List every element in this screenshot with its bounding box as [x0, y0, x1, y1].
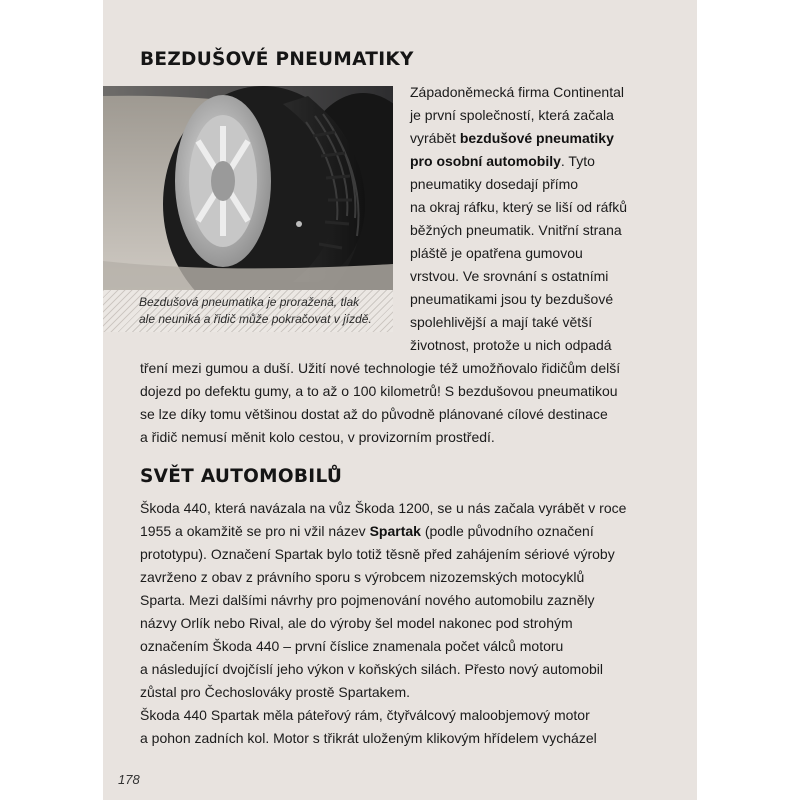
text-line	[410, 291, 613, 307]
text-line	[140, 638, 563, 654]
text-line	[140, 429, 495, 445]
text-run: Západoněmecká firma Continental	[410, 84, 625, 100]
page-number: 178	[118, 772, 140, 787]
text-run: a řidič nemusí měnit kolo cestou, v provizorním prostředí.	[140, 429, 495, 445]
text-run: Škoda 440, která navázala na vůz Škoda 1200, se u nás začala vyrábět v roce	[140, 500, 627, 516]
text-run: 1955 a okamžitě se pro ni vžil název	[140, 523, 370, 539]
text-line	[140, 615, 573, 631]
text-run: Sparta. Mezi dalšími návrhy pro pojmenování nového automobilu zazněly	[140, 592, 595, 608]
text-run: prototypu). Označení Spartak bylo totiž těsně před zahájením sériové výroby	[140, 546, 615, 562]
text-run: označením Škoda 440 – první číslice znamenala počet válců motoru	[140, 638, 564, 654]
text-run: je první společností, která začala	[410, 107, 614, 123]
text-line	[410, 107, 614, 123]
text-line	[140, 383, 618, 399]
text-run: dojezd po defektu gumy, a to až o 100 kilometrů! S bezdušovou pneumatikou	[140, 383, 618, 399]
text-line	[410, 84, 624, 100]
text-line	[140, 406, 608, 422]
text-run: zavrženo z obav z právního sporu s výrobcem nizozemských motocyklů	[140, 569, 585, 585]
text-run: zůstal pro Čechoslováky prostě Spartakem.	[140, 684, 411, 700]
text-line	[410, 199, 627, 215]
text-run: životnost, protože u nich odpadá	[410, 337, 612, 353]
text-run: . Tyto	[560, 153, 595, 169]
text-run: spolehlivější a mají také větší	[410, 314, 593, 330]
book-page	[103, 0, 697, 800]
text-line	[140, 500, 626, 516]
text-line	[410, 314, 592, 330]
text-line	[140, 730, 597, 746]
bold-text: Spartak	[369, 523, 421, 539]
text-run: (podle původního označení	[420, 523, 594, 539]
bold-text: pro osobní automobily	[410, 153, 561, 169]
text-run: vyrábět	[410, 130, 460, 146]
text-run: a následující dvojčíslí jeho výkon v koňských silách. Přesto nový automobil	[140, 661, 604, 677]
text-line	[410, 130, 614, 146]
text-line	[140, 523, 594, 539]
bold-text: bezdušové pneumatiky	[459, 130, 614, 146]
text-line	[140, 569, 584, 585]
text-run: se lze díky tomu většinou dostat až do původně plánované cílové destinace	[140, 406, 608, 422]
text-line	[410, 268, 608, 284]
text-line	[410, 153, 595, 169]
text-run: a pohon zadních kol. Motor s třikrát uloženým klikovým hřídelem vycházel	[140, 730, 597, 746]
text-run: Škoda 440 Spartak měla páteřový rám, čtyřválcový maloobjemový motor	[140, 707, 590, 723]
caption-line: ale neuniká a řidič může pokračovat v jízdě.	[139, 312, 372, 326]
text-line	[140, 707, 590, 723]
text-run: pneumatikami jsou ty bezdušové	[410, 291, 614, 307]
text-line	[410, 222, 622, 238]
section-heading-car-world: SVĚT AUTOMOBILŮ	[140, 466, 343, 487]
text-run: tření mezi gumou a duší. Užití nové technologie též umožňovalo řidičům delší	[140, 360, 621, 376]
text-run: vrstvou. Ve srovnání s ostatními	[410, 268, 609, 284]
photo-caption	[103, 290, 393, 332]
text-line	[410, 176, 578, 192]
text-line	[410, 245, 583, 261]
text-line	[140, 661, 603, 677]
text-run: názvy Orlík nebo Rival, ale do výroby šel model nakonec pod strohým	[140, 615, 573, 631]
text-run: na okraj ráfku, který se liší od ráfků	[410, 199, 628, 215]
text-run: pneumatiky dosedají přímo	[410, 176, 579, 192]
text-line	[140, 360, 620, 376]
text-line	[410, 337, 612, 353]
text-line	[140, 684, 410, 700]
section-heading-tubeless-tires: BEZDUŠOVÉ PNEUMATIKY	[140, 49, 414, 70]
text-run: pláště je opatřena gumovou	[410, 245, 583, 261]
tire-photo	[103, 86, 393, 290]
text-line	[140, 592, 594, 608]
tire-photo-icon	[103, 86, 393, 290]
text-line	[140, 546, 615, 562]
text-run: běžných pneumatik. Vnitřní strana	[410, 222, 622, 238]
caption-line: Bezdušová pneumatika je proražená, tlak	[139, 295, 360, 309]
